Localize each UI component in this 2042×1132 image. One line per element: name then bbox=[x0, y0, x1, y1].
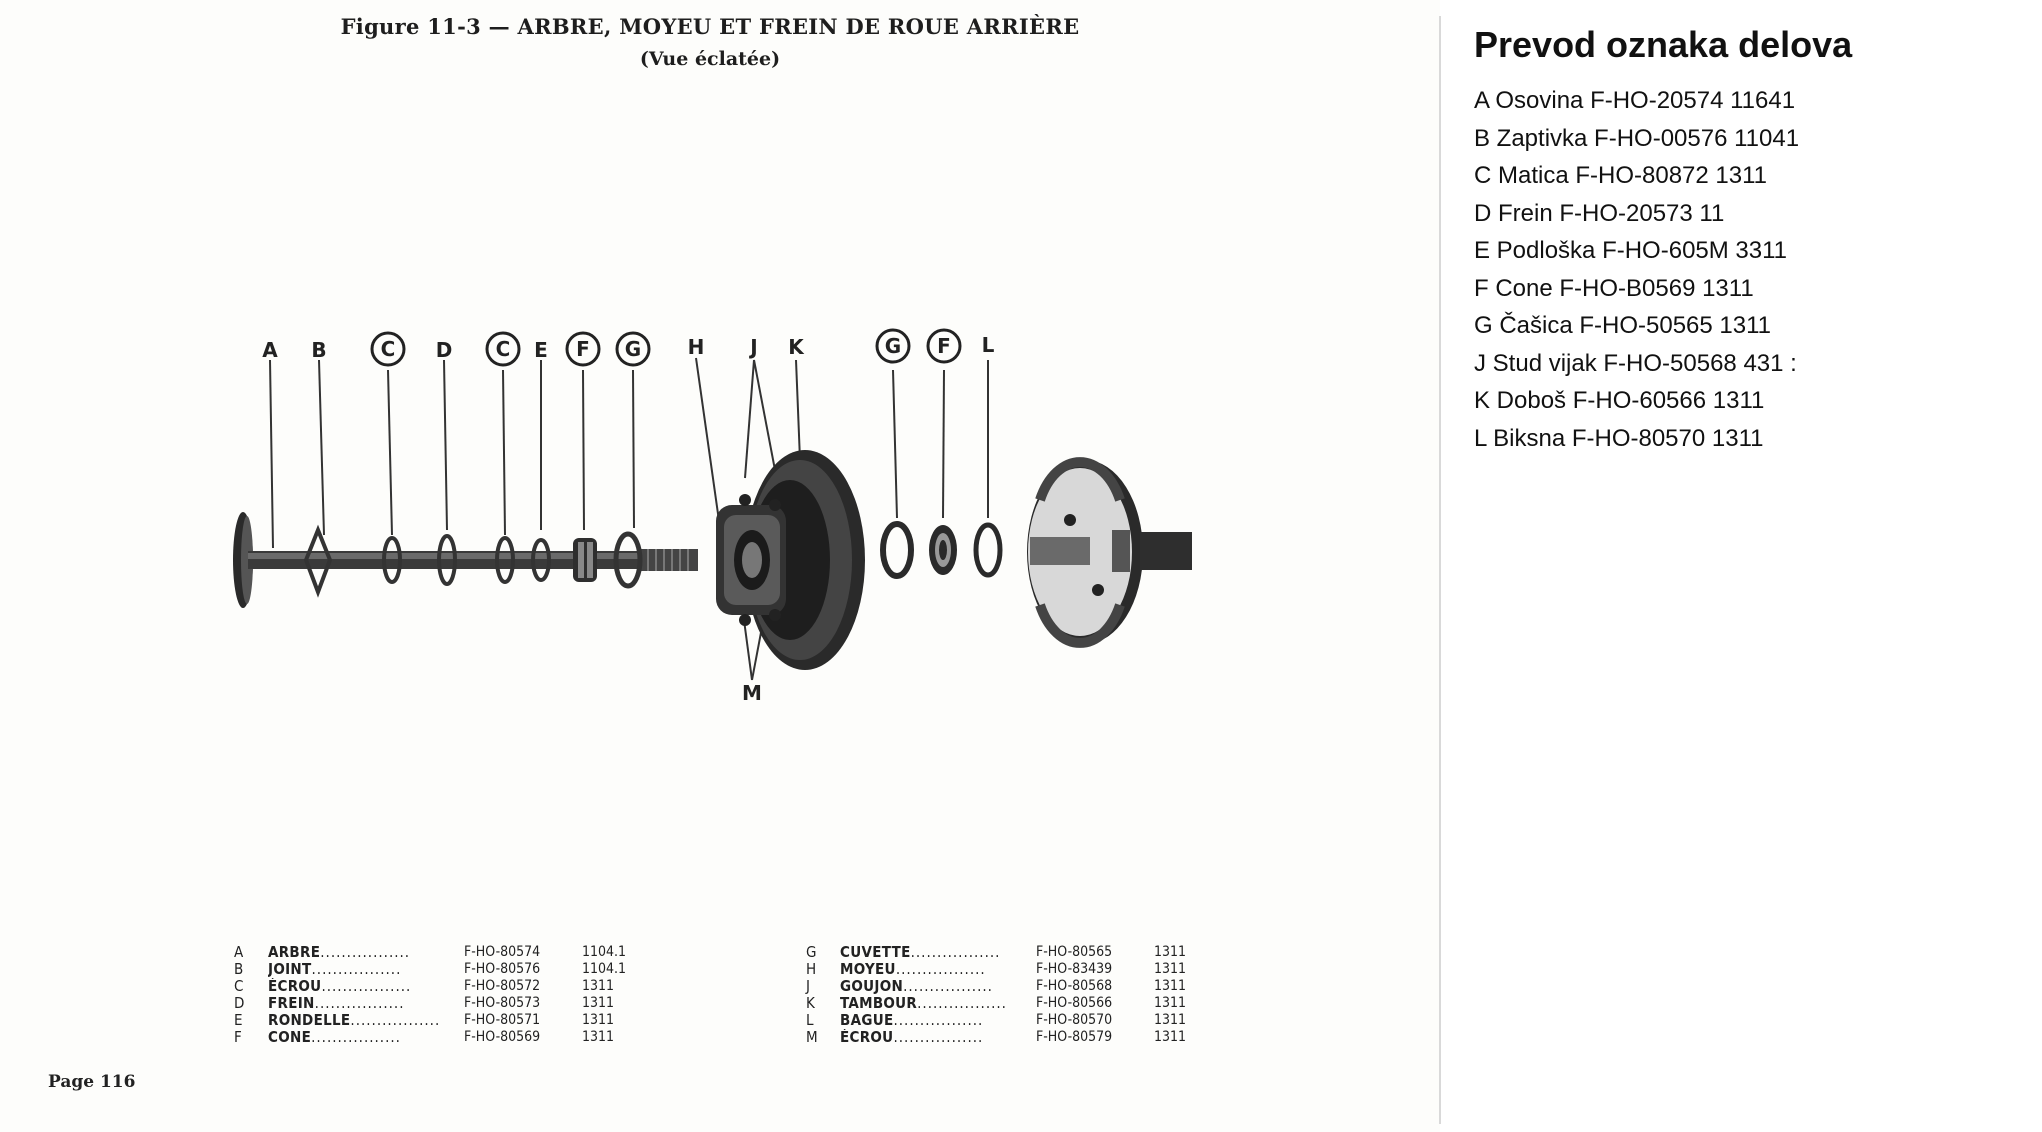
callout-k: K bbox=[788, 335, 804, 359]
brake-backing-plate bbox=[1027, 460, 1192, 644]
leader-dots: ................. bbox=[910, 944, 1001, 961]
bearing-set bbox=[883, 524, 1000, 576]
page-number: Page 116 bbox=[48, 1072, 136, 1092]
part-letter: H bbox=[806, 960, 817, 978]
callout-c-2: C bbox=[495, 337, 511, 361]
part-ref: F-HO-80569 bbox=[464, 1029, 541, 1045]
part-name: RONDELLE bbox=[268, 1012, 351, 1029]
legend-item: E Podloška F-HO-605M 3311 bbox=[1474, 237, 1788, 264]
part-letter: K bbox=[806, 994, 815, 1012]
part-num: 1311 bbox=[1154, 961, 1187, 977]
part-letter: C bbox=[234, 977, 244, 995]
part-letter: B bbox=[234, 960, 244, 978]
part-num: 1311 bbox=[1154, 1029, 1187, 1045]
part-name: TAMBOUR bbox=[840, 995, 918, 1012]
callout-f-2: F bbox=[937, 334, 951, 358]
legend-item: F Cone F-HO-B0569 1311 bbox=[1474, 274, 1754, 302]
callout-g: G bbox=[624, 337, 642, 361]
part-num: 1311 bbox=[1154, 995, 1187, 1011]
legend-item: D Frein F-HO-20573 11 bbox=[1474, 199, 1725, 227]
parts-table-left bbox=[234, 944, 642, 1046]
part-ref: F-HO-83439 bbox=[1036, 961, 1113, 977]
parts-table-right bbox=[806, 944, 1214, 1046]
legend-item: L Biksna F-HO-80570 1311 bbox=[1474, 424, 1764, 452]
part-num: 1104.1 bbox=[582, 944, 627, 960]
legend-list bbox=[1474, 82, 1799, 457]
legend-item: A Osovina F-HO-20574 11641 bbox=[1474, 87, 1796, 114]
legend-item: B Zaptivka F-HO-00576 11041 bbox=[1474, 124, 1800, 152]
figure-subtitle: (Vue éclatée) bbox=[639, 48, 781, 70]
legend-item: G Čašica F-HO-50565 1311 bbox=[1474, 312, 1772, 339]
part-ref: F-HO-80566 bbox=[1036, 995, 1113, 1011]
leader-lines bbox=[270, 358, 988, 680]
leader-dots: ................. bbox=[320, 944, 411, 961]
legend-title: Prevod oznaka delova bbox=[1474, 24, 1853, 65]
column-divider bbox=[1439, 16, 1441, 1124]
leader-dots: ................. bbox=[311, 1029, 401, 1046]
part-ref: F-HO-80565 bbox=[1036, 944, 1113, 960]
part-name: BAGUE bbox=[840, 1012, 894, 1029]
part-num: 1311 bbox=[582, 1012, 615, 1028]
leader-dots: ................. bbox=[893, 1029, 984, 1046]
callout-j: J bbox=[750, 335, 758, 359]
part-name: FREIN bbox=[268, 995, 315, 1012]
table-row bbox=[234, 1012, 642, 1029]
table-row bbox=[806, 1029, 1214, 1046]
part-letter: F bbox=[234, 1028, 242, 1046]
part-letter: M bbox=[806, 1028, 818, 1046]
callout-d: D bbox=[435, 338, 453, 362]
part-letter: L bbox=[806, 1011, 814, 1029]
label-circles bbox=[372, 330, 960, 365]
part-name: ÉCROU bbox=[268, 978, 322, 995]
part-name: GOUJON bbox=[840, 978, 904, 995]
callout-h: H bbox=[687, 335, 705, 359]
callout-c: C bbox=[380, 337, 396, 361]
callout-l: L bbox=[981, 333, 995, 357]
part-num: 1311 bbox=[1154, 944, 1187, 960]
part-num: 1311 bbox=[1154, 978, 1187, 994]
part-name: JOINT bbox=[268, 961, 312, 978]
part-ref: F-HO-80576 bbox=[464, 961, 541, 977]
legend-item: J Stud vijak F-HO-50568 431 : bbox=[1474, 349, 1797, 377]
leader-dots: ................. bbox=[893, 1012, 984, 1029]
table-row bbox=[234, 944, 642, 961]
table-row bbox=[806, 944, 1214, 961]
part-ref: F-HO-80571 bbox=[464, 1012, 541, 1028]
leader-dots: ................. bbox=[350, 1012, 441, 1029]
table-row bbox=[806, 978, 1214, 995]
table-row bbox=[234, 995, 642, 1012]
part-num: 1311 bbox=[582, 978, 615, 994]
part-ref: F-HO-80574 bbox=[464, 944, 541, 960]
callout-a: A bbox=[262, 338, 278, 362]
callout-f: F bbox=[576, 337, 590, 361]
leader-dots: ................. bbox=[895, 961, 986, 978]
part-letter: A bbox=[234, 943, 244, 961]
part-name: CONE bbox=[268, 1029, 312, 1046]
part-num: 1311 bbox=[582, 1029, 615, 1045]
table-row bbox=[234, 1029, 642, 1046]
leader-dots: ................. bbox=[903, 978, 993, 995]
table-row bbox=[234, 961, 642, 978]
callout-b: B bbox=[311, 338, 327, 362]
part-name: ÉCROU bbox=[840, 1029, 894, 1046]
part-letter: J bbox=[806, 977, 810, 995]
part-letter: E bbox=[234, 1011, 243, 1029]
leader-dots: ................. bbox=[314, 995, 405, 1012]
part-num: 1311 bbox=[582, 995, 615, 1011]
hub-and-drum bbox=[716, 450, 865, 670]
legend-item: C Matica F-HO-80872 1311 bbox=[1474, 162, 1768, 189]
callout-g-2: G bbox=[884, 334, 902, 358]
part-name: MOYEU bbox=[840, 961, 896, 978]
table-row bbox=[234, 978, 642, 995]
part-ref: F-HO-80572 bbox=[464, 978, 541, 994]
part-name: CUVETTE bbox=[840, 944, 911, 961]
part-num: 1104.1 bbox=[582, 961, 627, 977]
part-ref: F-HO-80573 bbox=[464, 995, 541, 1011]
table-row bbox=[806, 995, 1214, 1012]
legend-item: K Doboš F-HO-60566 1311 bbox=[1474, 387, 1765, 414]
callout-m: M bbox=[742, 681, 762, 705]
part-ref: F-HO-80570 bbox=[1036, 1012, 1113, 1028]
part-ref: F-HO-80579 bbox=[1036, 1029, 1113, 1045]
figure-title: Figure 11-3 — ARBRE, MOYEU ET FREIN DE ROUE ARRIÈRE bbox=[340, 14, 1080, 39]
leader-dots: ................. bbox=[321, 978, 412, 995]
leader-dots: ................. bbox=[311, 961, 402, 978]
part-letter: D bbox=[234, 994, 245, 1012]
part-num: 1311 bbox=[1154, 1012, 1187, 1028]
part-name: ARBRE bbox=[268, 944, 321, 961]
callout-e: E bbox=[534, 338, 548, 362]
table-row bbox=[806, 1012, 1214, 1029]
table-row bbox=[806, 961, 1214, 978]
leader-dots: ................. bbox=[917, 995, 1007, 1012]
part-letter: G bbox=[806, 943, 817, 961]
axle-shaft bbox=[233, 512, 698, 608]
part-ref: F-HO-80568 bbox=[1036, 978, 1113, 994]
